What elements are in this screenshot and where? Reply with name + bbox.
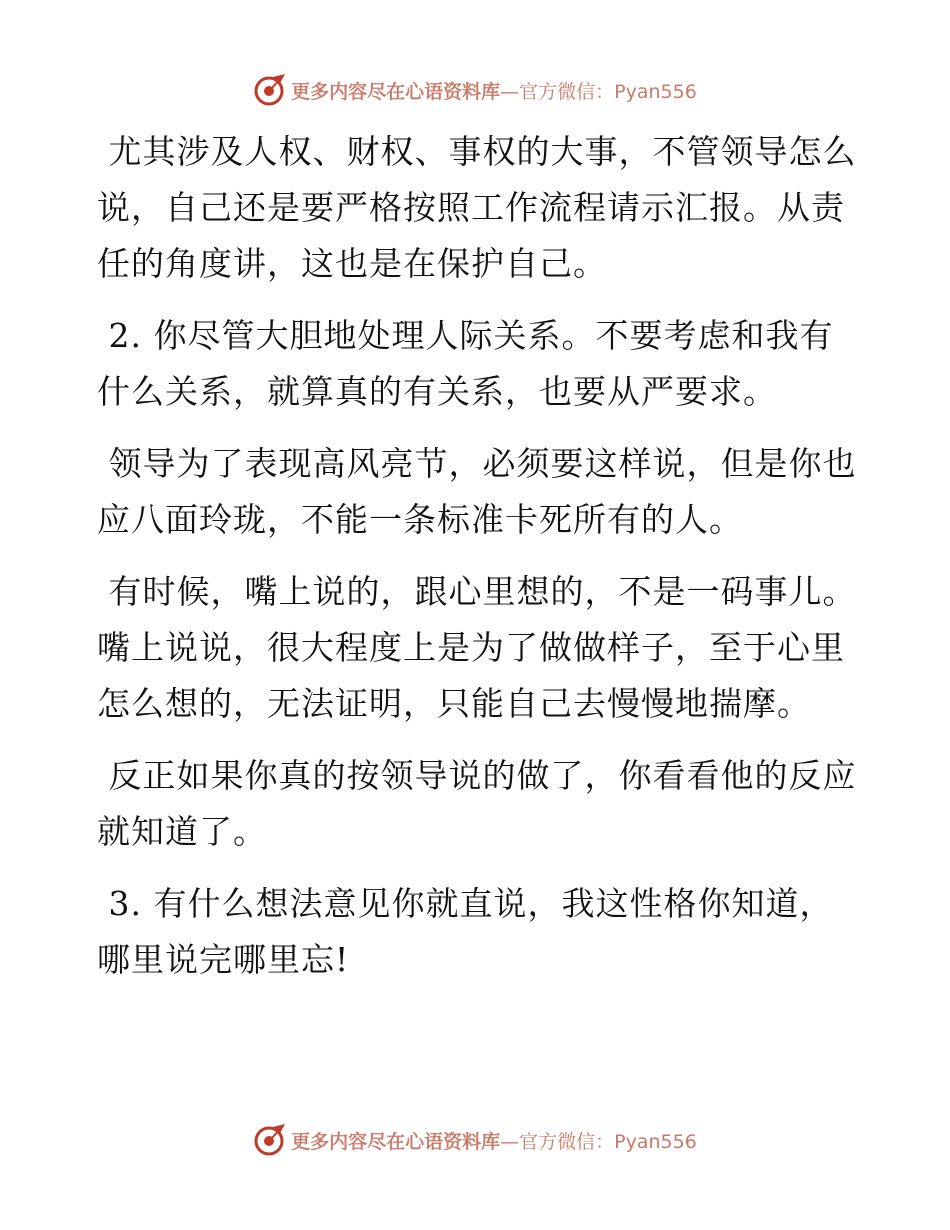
banner-wechat-text: —官方微信：Pyan556 [500,80,697,103]
quill-logo-icon [253,73,287,107]
banner-site-text: 更多内容尽在心语资料库 [291,1130,501,1153]
banner-site-text: 更多内容尽在心语资料库 [291,80,501,103]
paragraph-4: 有时候，嘴上说的，跟心里想的，不是一码事儿。嘴上说说，很大程度上是为了做做样子，至于心里怎么想的，无法证明，只能自己去慢慢地揣摩。 [97,572,857,723]
header-banner [0,72,950,108]
paragraph-3: 领导为了表现高风亮节，必须要这样说，但是你也应八面玲珑，不能一条标准卡死所有的人。 [97,444,857,539]
paragraph-5: 反正如果你真的按领导说的做了，你看看他的反应就知道了。 [97,756,857,851]
paragraph-1: 尤其涉及人权、财权、事权的大事，不管领导怎么说，自己还是要严格按照工作流程请示汇报。从责任的角度讲，这也是在保护自己。 [97,132,857,283]
quill-logo-icon [253,1123,287,1157]
paragraph-6: 3. 有什么想法意见你就直说，我这性格你知道，哪里说完哪里忘! [97,884,834,979]
footer-banner [0,1122,950,1158]
paragraph-2: 2. 你尽管大胆地处理人际关系。不要考虑和我有什么关系，就算真的有关系，也要从严要求。 [97,316,834,411]
document-body [97,124,867,1004]
banner-wechat-text: —官方微信：Pyan556 [500,1130,697,1153]
